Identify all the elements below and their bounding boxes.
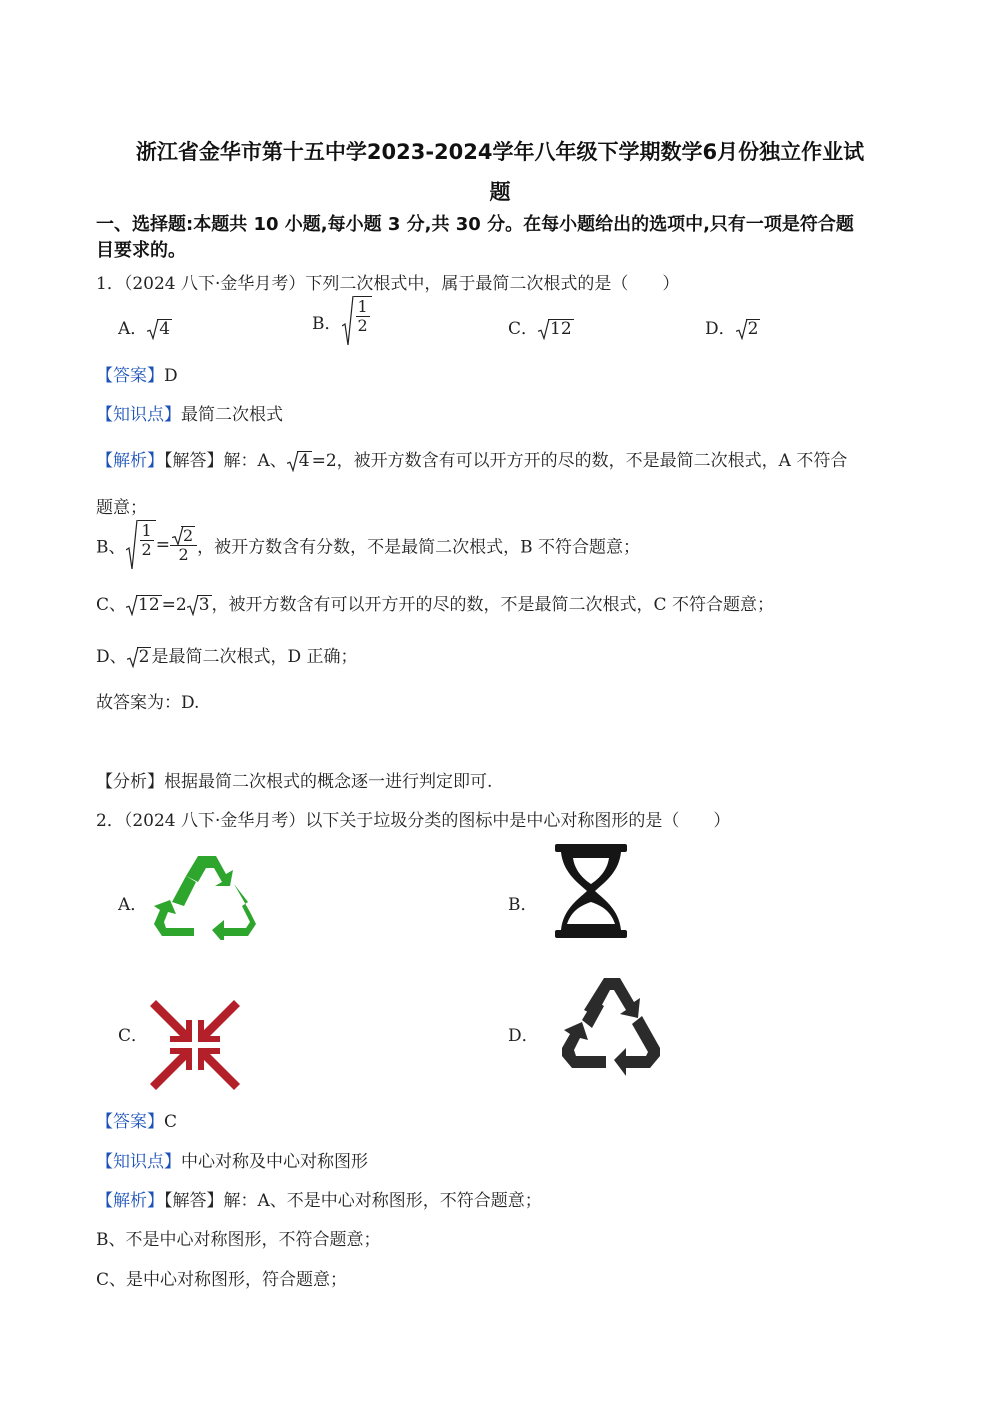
answer-value: C (164, 1112, 178, 1132)
question-2-stem: 2．（2024 八下·金华月考）以下关于垃圾分类的图标中是中心对称图形的是（ ） (96, 811, 731, 831)
result-fraction (170, 526, 197, 564)
sqrt-expression (126, 595, 162, 616)
q1-analysis-a-cont: 题意； (96, 498, 147, 518)
radicand: 2 (182, 526, 194, 546)
q2-option-a-label: A． (118, 895, 148, 915)
radicand: 3 (198, 595, 210, 615)
fraction-denominator: 2 (141, 539, 152, 559)
analysis-b-rest: ，被开方数含有分数，不是最简二次根式，B 不符合题意； (197, 537, 641, 558)
option-letter: B． (312, 313, 342, 334)
q2-analysis-c: C、是中心对称图形，符合题意； (96, 1270, 348, 1290)
q1-fenxi: 【分析】根据最简二次根式的概念逐一进行判定即可. (96, 772, 493, 792)
q2-option-d-label: D． (508, 1026, 539, 1046)
q1-answer-line (96, 361, 178, 386)
q1-analysis-d (96, 642, 358, 668)
q2-analysis-b: B、不是中心对称图形，不符合题意； (96, 1230, 381, 1250)
sqrt-fraction-expression (126, 520, 156, 570)
q1-analysis-a (96, 446, 847, 472)
sqrt-expression (538, 319, 574, 340)
sqrt-expression (127, 647, 152, 668)
q1-option-b (312, 296, 372, 346)
q1-conclusion: 故答案为：D. (96, 693, 200, 713)
radicand: 4 (298, 451, 310, 471)
question-1-stem: 1．（2024 八下·金华月考）下列二次根式中，属于最简二次根式的是（ ） (96, 274, 680, 294)
inward-arrows-red-icon (150, 1000, 240, 1090)
section-heading-line1: 一、选择题:本题共 10 小题,每小题 3 分,共 30 分。在每小题给出的选项中,只有一项是符合题 (96, 214, 854, 235)
analysis-c-rest: ，被开方数含有可以开方开的尽的数，不是最简二次根式，C 不符合题意； (211, 595, 774, 615)
knowledge-tag: 【知识点】 (96, 1152, 181, 1172)
answer-tag: 【答案】 (96, 1112, 164, 1132)
analysis-d-prefix: D、 (96, 647, 127, 667)
fraction-numerator: 1 (357, 297, 368, 316)
q2-option-c-label: C． (118, 1026, 149, 1046)
recycle-triangle-dark-icon (560, 976, 664, 1084)
equals-sign: = (155, 535, 170, 555)
analysis-c-eq: =2 (161, 595, 187, 615)
radicand: 2 (747, 319, 759, 339)
sqrt-expression (287, 451, 312, 472)
analysis-d-rest: 是最简二次根式，D 正确； (151, 647, 358, 667)
option-letter: A． (118, 319, 148, 339)
knowledge-value: 中心对称及中心对称图形 (181, 1152, 368, 1172)
q1-option-a (118, 314, 172, 340)
radicand: 4 (159, 319, 171, 339)
sqrt-fraction-expression (342, 296, 372, 346)
q1-analysis-b (96, 520, 640, 570)
q2-knowledge-line (96, 1147, 368, 1172)
analysis-c-prefix: C、 (96, 595, 127, 615)
analysis-tag: 【解析】 (96, 451, 164, 471)
analysis-a-text: 【解答】解：A、不是中心对称图形，不符合题意； (164, 1191, 542, 1211)
sqrt-expression (147, 319, 172, 340)
radicand: 2 (138, 647, 150, 667)
fraction-denominator: 2 (357, 315, 368, 335)
option-letter: D． (705, 319, 736, 339)
q1-option-c (508, 314, 574, 340)
q1-analysis-c (96, 590, 774, 616)
q1-knowledge-line (96, 400, 283, 425)
option-letter: C． (508, 319, 539, 339)
sqrt-expression (187, 595, 212, 616)
analysis-a-rest: =2，被开方数含有可以开方开的尽的数，不是最简二次根式，A 不符合 (311, 451, 848, 471)
q2-analysis-a (96, 1186, 542, 1211)
sqrt-expression (736, 319, 761, 340)
radicand: 12 (550, 319, 572, 339)
q2-option-b-label: B． (508, 895, 538, 915)
analysis-tag: 【解析】 (96, 1191, 164, 1211)
knowledge-value: 最简二次根式 (181, 405, 283, 425)
answer-value: D (164, 366, 178, 386)
q2-answer-line (96, 1107, 177, 1132)
fraction-numerator: 1 (141, 521, 152, 540)
section-heading-line2: 目要求的。 (96, 240, 186, 261)
fraction-denominator: 2 (178, 545, 189, 565)
analysis-b-prefix: B、 (96, 537, 126, 558)
recycle-triangle-green-icon (150, 850, 266, 940)
analysis-a-prefix: 【解答】解：A、 (164, 451, 287, 471)
document-title-line2: 题 (489, 180, 511, 204)
radicand: 12 (138, 595, 160, 615)
hourglass-icon (553, 842, 629, 940)
document-title-line1: 浙江省金华市第十五中学2023-2024学年八年级下学期数学6月份独立作业试 (135, 140, 865, 164)
answer-tag: 【答案】 (96, 366, 164, 386)
knowledge-tag: 【知识点】 (96, 405, 181, 425)
q1-option-d (705, 314, 760, 340)
